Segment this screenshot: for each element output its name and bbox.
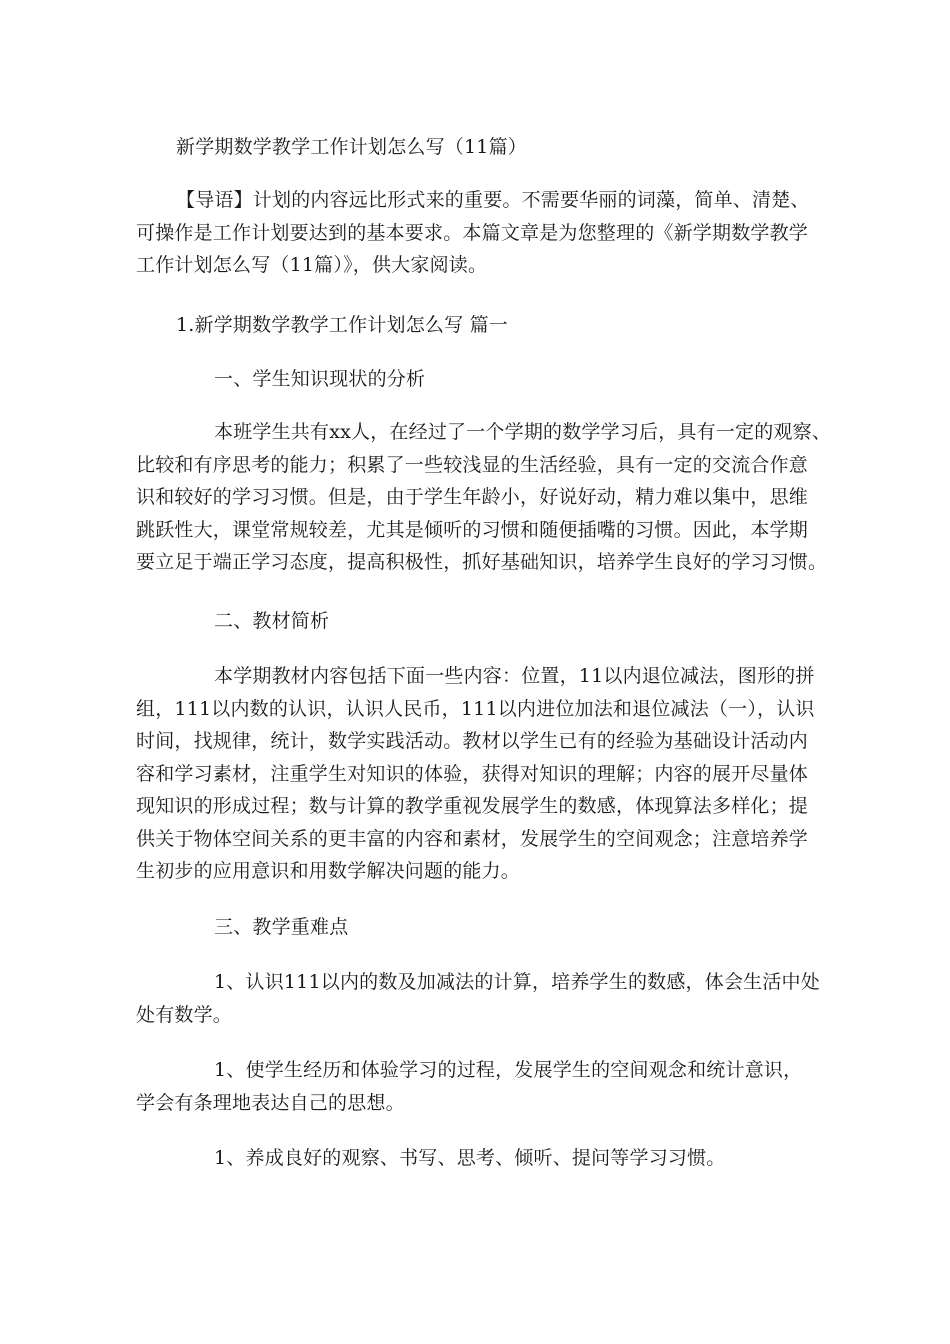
paragraph-line: 处有数学。 (136, 1003, 233, 1026)
part3-heading: 三、教学重难点 (214, 916, 349, 938)
paragraph-line: 1、养成良好的观察、书写、思考、倾听、提问等学习习惯。 (214, 1147, 726, 1169)
part2-paragraph (136, 660, 826, 888)
paragraph-line: 识和较好的学习习惯。但是，由于学生年龄小，好说好动，精力难以集中，思维 (136, 486, 809, 508)
paragraph-line: 跳跃性大，课堂常规较差，尤其是倾听的习惯和随便插嘴的习惯。因此，本学期 (136, 518, 809, 541)
part2-heading: 二、教材简析 (214, 610, 330, 632)
part3-item (136, 966, 826, 1031)
paragraph-line: 本班学生共有xx人，在经过了一个学期的数学学习后，具有一定的观察、 (214, 421, 832, 443)
paragraph-line: 容和学习素材，注重学生对知识的体验，获得对知识的理解；内容的展开尽量体 (136, 762, 809, 785)
document-title: 新学期数学教学工作计划怎么写（11篇） (176, 136, 527, 158)
paragraph-line: 比较和有序思考的能力；积累了一些较浅显的生活经验，具有一定的交流合作意 (136, 453, 809, 476)
section-heading: 1.新学期数学教学工作计划怎么写 篇一 (176, 314, 508, 336)
part1-heading: 一、学生知识现状的分析 (214, 368, 426, 390)
part1-paragraph (136, 416, 832, 579)
part3-item (136, 1054, 826, 1119)
paragraph-line: 1、认识111以内的数及加减法的计算，培养学生的数感，体会生活中处 (214, 971, 820, 993)
intro-paragraph (136, 184, 826, 282)
paragraph-line: 要立足于端正学习态度，提高积极性，抓好基础知识，培养学生良好的学习习惯。 (136, 551, 828, 573)
paragraph-line: 现知识的形成过程；数与计算的教学重视发展学生的数感，体现算法多样化；提 (136, 795, 809, 817)
intro-line: 可操作是工作计划要达到的基本要求。本篇文章是为您整理的《新学期数学教学 (136, 221, 809, 244)
intro-line: 【导语】计划的内容远比形式来的重要。不需要华丽的词藻，简单、清楚、 (176, 189, 810, 211)
paragraph-line: 1、使学生经历和体验学习的过程，发展学生的空间观念和统计意识， (214, 1059, 803, 1081)
paragraph-line: 学会有条理地表达自己的思想。 (136, 1091, 405, 1114)
paragraph-line: 时间，找规律，统计，数学实践活动。教材以学生已有的经验为基础设计活动内 (136, 730, 809, 752)
paragraph-line: 供关于物体空间关系的更丰富的内容和素材，发展学生的空间观念；注意培养学 (136, 827, 809, 850)
intro-line: 工作计划怎么写（11篇）》，供大家阅读。 (136, 254, 488, 276)
paragraph-line: 本学期教材内容包括下面一些内容：位置，11以内退位减法，图形的拼 (214, 665, 815, 687)
paragraph-line: 组，111以内数的认识，认识人民币，111以内进位加法和退位减法（一），认识 (136, 697, 815, 720)
paragraph-line: 生初步的应用意识和用数学解决问题的能力。 (136, 860, 521, 882)
part3-item (136, 1142, 826, 1175)
